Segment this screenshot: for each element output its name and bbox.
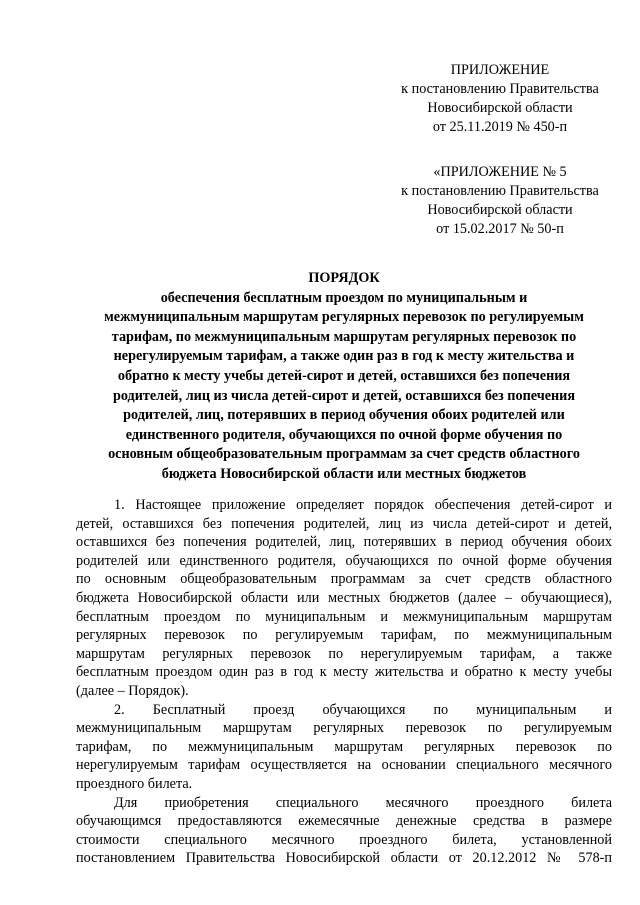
paragraph-1-line: (далее – Порядок). (76, 682, 189, 699)
paragraph-1-line: бюджета Новосибирской области или местных бюджетов (далее – обучающиеся), (76, 589, 612, 606)
paragraph-2-line: 2. Бесплатный проезд обучающихся по муниципальным и (114, 701, 612, 718)
title-line: родителей, лиц, потерявших в период обучения обоих родителей или (123, 407, 565, 424)
title-line: обеспечения бесплатным проездом по муниципальным и (160, 289, 528, 306)
appendix-decree-ref: к постановлению Правительства (401, 183, 599, 199)
paragraph-1-line: 1. Настоящее приложение определяет порядок обеспечения детей-сирот и (114, 497, 612, 513)
paragraph-1-line: по основным общеобразовательным программам за счет средств областного (76, 571, 612, 588)
paragraph-1-line: оставшихся без попечения родителей, лиц, потерявших в период обучения обоих (76, 534, 612, 551)
appendix-region: Новосибирской области (427, 100, 573, 116)
paragraph-2-line: тарифам, по межмуниципальным маршрутам регулярных перевозок по (76, 738, 612, 755)
title-line: тарифам, по межмуниципальным маршрутам регулярных перевозок по (111, 328, 577, 345)
document-body (76, 496, 612, 868)
paragraph-1-line: регулярных перевозок по регулируемым тарифам, по межмуниципальным (76, 627, 612, 644)
title-line: межмуниципальным маршрутам регулярных перевозок по регулируемым (104, 309, 584, 326)
appendix-header-current (392, 61, 608, 137)
appendix-region: Новосибирской области (427, 202, 573, 218)
title-line: обратно к месту учебы детей-сирот и детей, оставшихся без попечения (117, 367, 571, 384)
paragraph-3-line: стоимости специального месячного проездного билета, установленной (76, 831, 612, 848)
appendix-date-number: от 25.11.2019 № 450-п (432, 119, 568, 135)
title-line: бюджета Новосибирской области или местных бюджетов (161, 465, 527, 482)
appendix-header-original (392, 163, 608, 239)
paragraph-3-line: Для приобретения специального месячного проездного билета (114, 794, 612, 811)
paragraph-1-line: бесплатным проездом по муниципальным и межмуниципальным маршрутам (76, 608, 612, 625)
paragraph-2-line: проездного билета. (76, 775, 193, 792)
paragraph-2-line: нерегулируемым тарифам осуществляется на основании специального месячного (76, 757, 612, 774)
appendix-title: ПРИЛОЖЕНИЕ (450, 62, 550, 78)
paragraph-3-line: постановлением Правительства Новосибирской области от 20.12.2012 № 578-п (76, 850, 612, 867)
paragraph-1-line: детей, оставшихся без попечения родителей, лиц из числа детей-сирот и детей, (76, 515, 612, 532)
paragraph-1-line: родителей или единственного родителя, обучающихся по очной форме обучения (76, 552, 612, 569)
title-line: единственного родителя, обучающихся по очной форме обучения по (125, 426, 563, 443)
paragraph-1-line: маршрутам регулярных перевозок по нерегулируемым тарифам, а также (76, 645, 612, 662)
title-line: родителей, лиц из числа детей-сирот и детей, оставшихся без попечения (112, 387, 576, 404)
appendix-decree-ref: к постановлению Правительства (401, 81, 599, 97)
appendix-date-number: от 15.02.2017 № 50-п (436, 221, 564, 237)
paragraph-1-line: бесплатным проездом один раз в год к месту жительства и обратно к месту учебы (76, 664, 612, 681)
paragraph-3-line: обучающимся предоставляются ежемесячные денежные средства в размере (76, 813, 612, 830)
title-line: нерегулируемым тарифам, а также один раз в год к месту жительства и (113, 348, 575, 365)
document-title (76, 269, 612, 485)
appendix-title: «ПРИЛОЖЕНИЕ № 5 (433, 164, 567, 180)
paragraph-2-line: межмуниципальным маршрутам регулярных перевозок по регулируемым (76, 720, 612, 737)
title-heading: ПОРЯДОК (308, 270, 380, 286)
title-line: основным общеобразовательным программам за счет средств областного (108, 446, 580, 463)
